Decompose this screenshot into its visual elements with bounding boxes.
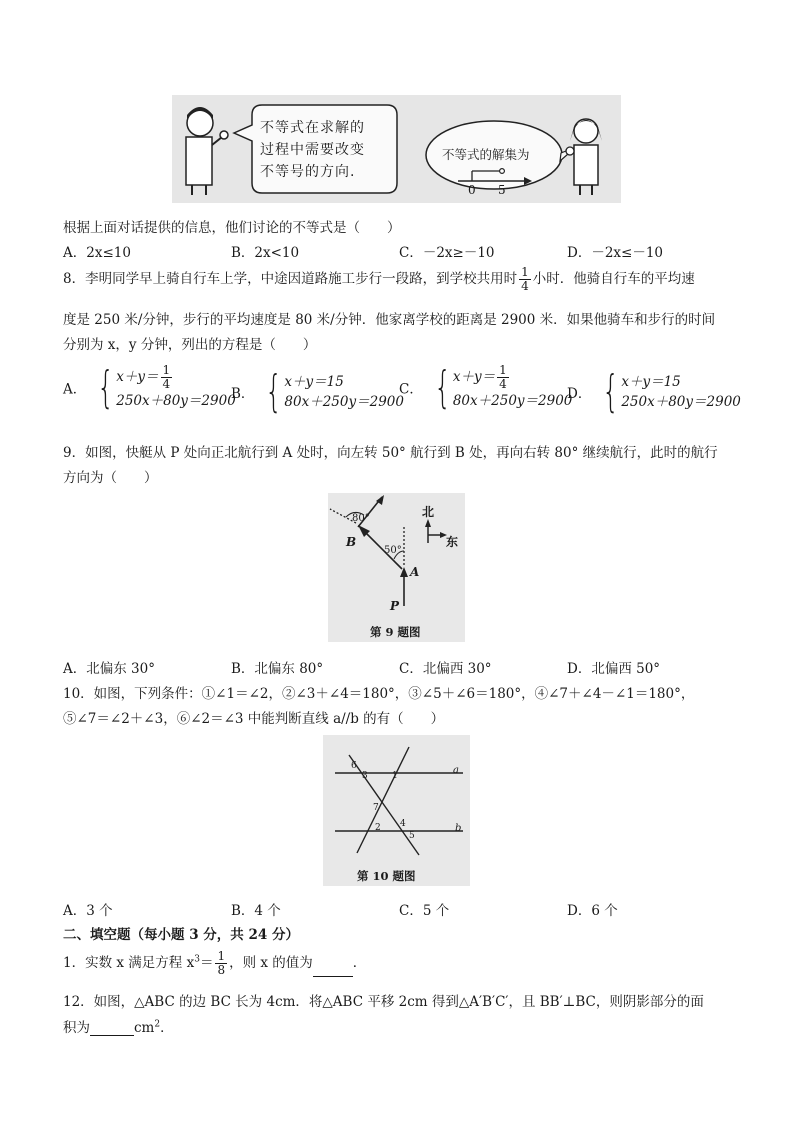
q7-option-d[interactable]: D．－2x≤－10 bbox=[567, 245, 664, 261]
cartoon-figure bbox=[172, 95, 621, 203]
q10-option-c[interactable]: C．5 个 bbox=[399, 903, 450, 919]
point-p-label: P bbox=[390, 599, 400, 613]
equation-1: x＋y＝15 bbox=[284, 374, 344, 390]
fraction-denominator: 8 bbox=[217, 963, 226, 977]
angle-6-label: 6 bbox=[351, 761, 357, 771]
brace-icon: { bbox=[265, 366, 283, 417]
q9-figure bbox=[328, 493, 465, 642]
q12-text-a: 积为 bbox=[63, 1020, 90, 1036]
q12-unit-exponent: 2 bbox=[154, 1019, 161, 1030]
equation-1: x＋y＝ $\frac{1}{4}$ bbox=[116, 363, 171, 391]
q8-option-b[interactable] bbox=[231, 366, 404, 417]
q10-diagram bbox=[323, 735, 470, 886]
option-label: A． bbox=[63, 381, 87, 398]
q9-option-a[interactable]: A．北偏东 30° bbox=[63, 661, 155, 677]
equation-system bbox=[591, 366, 741, 417]
q8-option-d[interactable] bbox=[567, 366, 741, 417]
section-title: 二、填空题（每小题 3 分，共 24 分） bbox=[63, 927, 299, 943]
equation-1: x＋y＝15 bbox=[621, 374, 681, 390]
q7-option-c[interactable]: C．－2x≥－10 bbox=[399, 245, 495, 261]
q12-line1: 12．如图，△ABC 的边 BC 长为 4cm．将△ABC 平移 2cm 得到△A′B′C′，且 BB′⊥BC，则阴影部分的面 bbox=[63, 994, 704, 1010]
q12-line2 bbox=[63, 1016, 174, 1036]
q10-option-d[interactable]: D．6 个 bbox=[567, 903, 618, 919]
angle-3-label: 3 bbox=[362, 771, 368, 781]
q10-line2: ⑤∠7＝∠2＋∠3，⑥∠2＝∠3 中能判断直线 a//b 的有（ ） bbox=[63, 711, 445, 727]
north-label: 北 bbox=[422, 505, 435, 519]
fraction-numerator: 1 bbox=[217, 949, 226, 963]
angle-80-label: 80° bbox=[352, 513, 370, 524]
q11-line bbox=[63, 950, 366, 977]
angle-2-label: 2 bbox=[375, 823, 381, 833]
q9-diagram bbox=[328, 493, 465, 642]
line-a-label: a bbox=[453, 765, 459, 776]
angle-4-label: 4 bbox=[400, 819, 406, 829]
cartoon-illustration bbox=[172, 95, 621, 203]
equation-1: x＋y＝ $\frac{1}{4}$ bbox=[452, 363, 507, 391]
q9-figure-caption: 第 9 题图 bbox=[370, 625, 421, 639]
right-bubble-title: 不等式的解集为 bbox=[442, 147, 530, 162]
q12-text-c: ． bbox=[160, 1020, 174, 1036]
line-b-label: b bbox=[455, 823, 462, 834]
q7-stem: 根据上面对话提供的信息，他们讨论的不等式是（ ） bbox=[63, 220, 401, 236]
brace-icon: { bbox=[602, 366, 620, 417]
equation-2: 80x＋250y＝2900 bbox=[452, 393, 573, 409]
point-a-label: A bbox=[410, 565, 420, 579]
q11-equals: ＝ bbox=[199, 955, 214, 971]
q8-line3: 分别为 x，y 分钟，列出的方程是（ ） bbox=[63, 337, 317, 353]
q12-unit: cm bbox=[134, 1020, 155, 1036]
q11-text-a: 1．实数 x 满足方程 x bbox=[63, 955, 195, 971]
q8-line1 bbox=[63, 266, 695, 293]
brace-icon: { bbox=[97, 361, 115, 413]
angle-5-label: 5 bbox=[409, 831, 415, 841]
q9-line2: 方向为（ ） bbox=[63, 470, 158, 486]
q7-option-b[interactable]: B．2x<10 bbox=[231, 245, 300, 261]
q10-option-b[interactable]: B．4 个 bbox=[231, 903, 281, 919]
q9-line1: 9．如图，快艇从 P 处向正北航行到 A 处时，向左转 50° 航行到 B 处，再向右转 80° 继续航行，此时的航行 bbox=[63, 445, 718, 461]
brace-icon: { bbox=[434, 361, 451, 413]
equation-2: 250x＋80y＝2900 bbox=[116, 393, 236, 409]
point-b-label: B bbox=[346, 535, 357, 549]
q9-option-d[interactable]: D．北偏西 50° bbox=[567, 661, 661, 677]
numberline-label-0: 0 bbox=[468, 183, 476, 197]
q10-figure-caption: 第 10 题图 bbox=[357, 869, 416, 883]
q8-option-a[interactable] bbox=[63, 361, 236, 413]
q11-text-b: ，则 x 的值为 bbox=[229, 955, 313, 971]
angle-50-label: 50° bbox=[384, 545, 402, 556]
q10-figure bbox=[323, 735, 470, 886]
equation-2: 80x＋250y＝2900 bbox=[284, 394, 404, 410]
q11-exponent: 3 bbox=[194, 954, 200, 965]
q8-line1-a: 8．李明同学早上骑自行车上学，中途因道路施工步行一段路，到学校共用时 bbox=[63, 271, 518, 287]
left-bubble-line: 不等式在求解的 bbox=[260, 120, 365, 136]
q9-option-c[interactable]: C．北偏西 30° bbox=[399, 661, 492, 677]
angle-7-label: 7 bbox=[373, 803, 379, 813]
numberline-label-5: 5 bbox=[498, 183, 506, 197]
left-bubble-line: 不等号的方向. bbox=[260, 164, 356, 180]
q11-answer-blank[interactable] bbox=[313, 962, 353, 977]
option-label: D． bbox=[567, 386, 592, 402]
q8-line1-b: 小时．他骑自行车的平均速 bbox=[532, 271, 695, 287]
q12-answer-blank[interactable] bbox=[90, 1021, 134, 1036]
equation-system bbox=[423, 361, 573, 413]
east-label: 东 bbox=[446, 535, 459, 549]
q11-fraction bbox=[215, 950, 227, 977]
q11-text-c: ． bbox=[352, 955, 367, 971]
q8-time-fraction bbox=[519, 266, 531, 293]
q9-option-b[interactable]: B．北偏东 80° bbox=[231, 661, 324, 677]
q10-line1: 10．如图，下列条件：①∠1＝∠2，②∠3＋∠4＝180°，③∠5＋∠6＝180°，④∠7＋∠4－∠1＝180°， bbox=[63, 686, 695, 702]
fraction-denominator: 4 bbox=[521, 279, 529, 293]
left-bubble-line: 过程中需要改变 bbox=[260, 142, 365, 158]
option-label: C． bbox=[399, 381, 423, 398]
q8-line2: 度是 250 米/分钟，步行的平均速度是 80 米/分钟．他家离学校的距离是 2900 米．如果他骑车和步行的时间 bbox=[63, 312, 716, 328]
q8-option-c[interactable] bbox=[399, 361, 573, 413]
q10-option-a[interactable]: A．3 个 bbox=[63, 903, 113, 919]
angle-1-label: 1 bbox=[392, 771, 398, 781]
equation-2: 250x＋80y＝2900 bbox=[621, 394, 741, 410]
fraction-numerator: 1 bbox=[521, 265, 529, 279]
option-label: B． bbox=[231, 386, 255, 402]
equation-system bbox=[86, 361, 236, 413]
equation-system bbox=[254, 366, 404, 417]
q7-option-a[interactable]: A．2x≤10 bbox=[63, 245, 131, 261]
